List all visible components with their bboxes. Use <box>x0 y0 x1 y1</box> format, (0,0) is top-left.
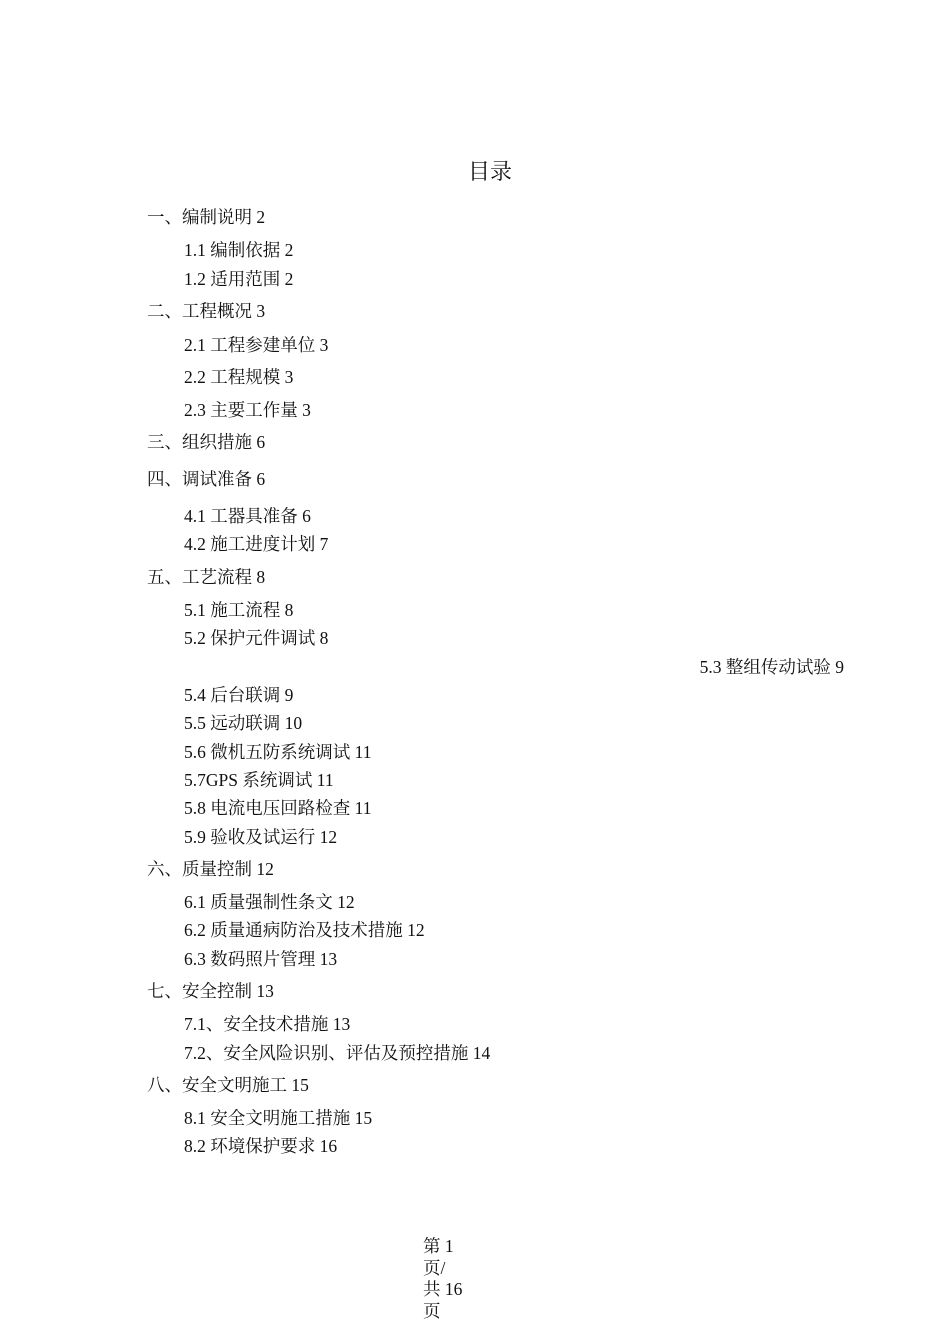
toc-item-6-3[interactable]: 6.3 数码照片管理 13 <box>184 949 338 969</box>
toc-item-5-5[interactable]: 5.5 远动联调 10 <box>184 713 303 733</box>
page-title: 目录 <box>467 159 512 184</box>
toc-item-1-1[interactable]: 1.1 编制依据 2 <box>184 240 294 260</box>
toc-item-1-2[interactable]: 1.2 适用范围 2 <box>184 269 294 289</box>
toc-item-2-2[interactable]: 2.2 工程规模 3 <box>184 367 294 387</box>
toc-item-8-1[interactable]: 8.1 安全文明施工措施 15 <box>184 1108 373 1128</box>
toc-section-2[interactable]: 二、工程概况 3 <box>147 301 266 321</box>
toc-section-6[interactable]: 六、质量控制 12 <box>147 859 274 879</box>
toc-item-4-2[interactable]: 4.2 施工进度计划 7 <box>184 534 329 554</box>
toc-item-8-2[interactable]: 8.2 环境保护要求 16 <box>184 1136 338 1156</box>
toc-section-8[interactable]: 八、安全文明施工 15 <box>147 1075 309 1095</box>
page-number-line: 第 1 <box>423 1236 454 1256</box>
toc-section-4[interactable]: 四、调试准备 6 <box>147 469 266 489</box>
toc-item-2-3[interactable]: 2.3 主要工作量 3 <box>184 400 311 420</box>
toc-item-7-1[interactable]: 7.1、安全技术措施 13 <box>184 1014 351 1034</box>
toc-item-4-1[interactable]: 4.1 工器具准备 6 <box>184 506 311 526</box>
toc-section-5[interactable]: 五、工艺流程 8 <box>147 567 266 587</box>
toc-item-5-6[interactable]: 5.6 微机五防系统调试 11 <box>184 742 372 762</box>
toc-section-3[interactable]: 三、组织措施 6 <box>147 432 266 452</box>
toc-item-2-1[interactable]: 2.1 工程参建单位 3 <box>184 335 329 355</box>
page-total-line: 共 16 <box>423 1279 463 1299</box>
toc-section-1[interactable]: 一、编制说明 2 <box>147 207 266 227</box>
toc-item-5-3[interactable]: 5.3 整组传动试验 9 <box>699 657 844 677</box>
toc-item-5-4[interactable]: 5.4 后台联调 9 <box>184 685 294 705</box>
toc-item-5-1[interactable]: 5.1 施工流程 8 <box>184 600 294 620</box>
page-total-line: 页 <box>423 1300 441 1321</box>
toc-item-6-2[interactable]: 6.2 质量通病防治及技术措施 12 <box>184 920 425 940</box>
toc-section-7[interactable]: 七、安全控制 13 <box>147 981 274 1001</box>
toc-item-5-8[interactable]: 5.8 电流电压回路检查 11 <box>184 798 372 818</box>
toc-item-5-2[interactable]: 5.2 保护元件调试 8 <box>184 628 329 648</box>
page-number-footer <box>423 1236 473 1322</box>
toc-item-6-1[interactable]: 6.1 质量强制性条文 12 <box>184 892 355 912</box>
toc-item-5-9[interactable]: 5.9 验收及试运行 12 <box>184 827 338 847</box>
page-number-line: 页/ <box>423 1257 446 1278</box>
toc-item-7-2[interactable]: 7.2、安全风险识别、评估及预控措施 14 <box>184 1043 491 1063</box>
toc-item-5-7[interactable]: 5.7GPS 系统调试 11 <box>184 770 334 790</box>
